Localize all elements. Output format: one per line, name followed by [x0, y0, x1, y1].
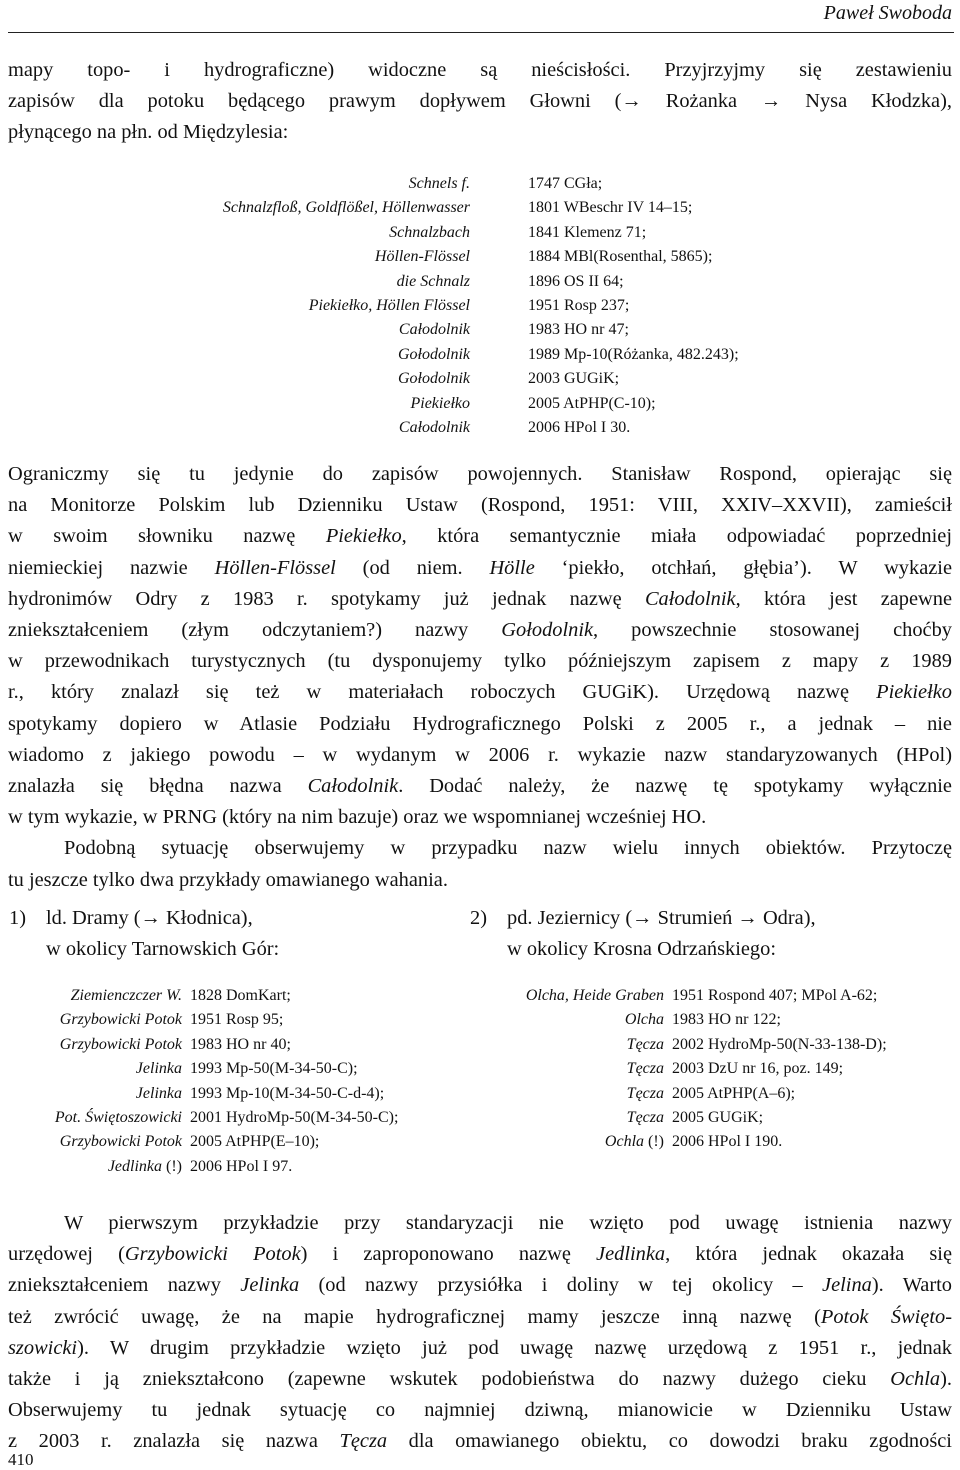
record-row: Olcha 1983 HO nr 122; [624, 1011, 781, 1029]
record-row: Olcha, Heide Graben 1951 Rospond 407; MPol A-62; [525, 987, 878, 1004]
header-rule [8, 32, 954, 33]
page-number: 410 [8, 1450, 34, 1469]
record-row: Całodolnik 2006 HPol I 30. [398, 419, 631, 437]
record-row: Schnels f. 1747 CGła; [408, 175, 603, 192]
record-row: Jedlinka (!) 2006 HPol I 97. [107, 1157, 293, 1175]
record-row: Tęcza 2003 DzU nr 16, poz. 149; [626, 1060, 844, 1078]
intro-paragraph [8, 55, 952, 149]
running-header [0, 0, 960, 33]
record-row: Tęcza 2002 HydroMp-50(N-33-138-D); [626, 1035, 887, 1053]
record-row: Gołodolnik 1989 Mp-10(Różanka, 482.243); [398, 345, 739, 363]
record-row: Jelinka 1993 Mp-10(M-34-50-C-d-4); [135, 1084, 385, 1102]
record-row: Grzybowicki Potok 1983 HO nr 40; [59, 1035, 291, 1053]
record-row: Höllen-Flössel 1884 MBl(Rosenthal, 5865); [374, 248, 713, 266]
record-row: Piekiełko, Höllen Flössel 1951 Rosp 237; [308, 297, 630, 315]
intro-line: zapisów dla potoku będącego prawym dopływem Głowni (→ Rożanka → Nysa Kłodzka), [8, 90, 952, 113]
record-row: Schnalzbach 1841 Klemenz 71; [389, 223, 647, 241]
name-records-table [0, 172, 739, 440]
body-paragraph-1: Ograniczmy się tu jedynie do zapisów powojennych. Stanisław Rospond, opierając się na Monitorze Polskim lub Dzienniku Ustaw (Rospond, 1951: VIII, XXIV–XXVII), zamieścił w swoim słowniku nazwę Piekiełko, która semantycznie miała odpowiadać poprzedniej niemieckiej nazwie Höllen-Flössel (od niem. Hölle ‘piekło, otchłań, głębia’). W wykazie hydronimów Odry z 1983 r. spotykamy już jednak nazwę Całodolnik, która jest zapewne zniekształceniem (złym odczytaniem?) nazwy Gołodolnik, powszechnie stosowanej choćby w przewodnikach turystycznych (tu dysponujemy tylko późniejszym zapisem z mapy z 1989 r., który znalazł się też w materiałach roboczych GUGiK). Urzędową nazwę Piekiełko spotykamy dopiero w Atlasie Podziału Hydrograficznego Polski z 2005 r., a jednak – nie wiadomo z jakiego powodu – w wydanym w 2006 r. wykazie nazw standaryzowanych (HPol) znalazła się błędna nazwa Całodolnik. Dodać należy, że nazwę tę spotykamy wyłącznie w tym wykazie, w PRNG (który na nim bazuje) oraz we wspomnianej wcześniej HO. Podobną sytuację obserwujemy w przypadku nazw wielu innych obiektów. Przytoczę tu jeszcze tylko dwa przykłady omawianego wahania. [8, 463, 953, 891]
record-row: Schnalzfloß, Goldflößel, Höllenwasser 1801 WBeschr IV 14–15; [222, 199, 693, 217]
record-row: Ziemienczczer W. 1828 DomKart; [70, 987, 291, 1004]
record-row: Ochla (!) 2006 HPol I 190. [604, 1133, 783, 1151]
record-row: Całodolnik 1983 HO nr 47; [398, 321, 629, 339]
example-2-records-table [480, 984, 887, 1155]
record-row: Tęcza 2005 GUGiK; [626, 1109, 764, 1127]
record-row: Tęcza 2005 AtPHP(A–6); [626, 1084, 796, 1102]
example-2-heading: 2) pd. Jeziernicy (→ Strumień → Odra), w okolicy Krosna Odrzańskiego: [470, 907, 816, 960]
record-row: Piekiełko 2005 AtPHP(C-10); [410, 394, 656, 412]
example-1-records-table [0, 984, 398, 1179]
record-row: Grzybowicki Potok 2005 AtPHP(E–10); [59, 1133, 320, 1151]
record-row: Grzybowicki Potok 1951 Rosp 95; [59, 1011, 284, 1029]
record-row: Jelinka 1993 Mp-50(M-34-50-C); [135, 1060, 358, 1078]
running-header-author: Paweł Swoboda [823, 2, 952, 24]
record-row: die Schnalz 1896 OS II 64; [396, 272, 624, 290]
record-row: Pot. Świętoszowicki 2001 HydroMp-50(M-34-50-C); [54, 1109, 399, 1127]
record-row: Gołodolnik 2003 GUGiK; [398, 370, 620, 388]
example-1-heading: 1) ld. Dramy (→ Kłodnica), w okolicy Tarnowskich Gór: [9, 907, 280, 960]
intro-line: mapy topo- i hydrograficzne) widoczne są nieścisłości. Przyjrzyjmy się zestawieniu [8, 59, 952, 81]
body-paragraph-2: W pierwszym przykładzie przy standaryzacji nie wzięto pod uwagę istnienia nazwy urzędowej (Grzybowicki Potok) i zaproponowano nazwę Jedlinka, która jednak okazała się zniekształceniem nazwy Jelinka (od nazwy przysiółka i doliny w tej okolicy – Jelina). Warto też zwrócić uwagę, że na mapie hydrograficznej mamy jeszcze inną nazwę (Potok Święto- szowicki). W drugim przykładzie wzięto już pod uwagę nazwę urzędową z 1951 r., jednak także i ją zniekształcono (zapewne wskutek podobieństwa do nazwy dużego cieku Ochla). Obserwujemy tu jednak sytuację co najmniej dziwną, mianowicie w Dzienniku Ustaw z 2003 r. znalazła się nazwa Tęcza dla omawianego obiektu, co dowodzi braku zgodności [8, 1212, 953, 1453]
intro-line: płynącego na płn. od Międzylesia: [8, 121, 289, 144]
